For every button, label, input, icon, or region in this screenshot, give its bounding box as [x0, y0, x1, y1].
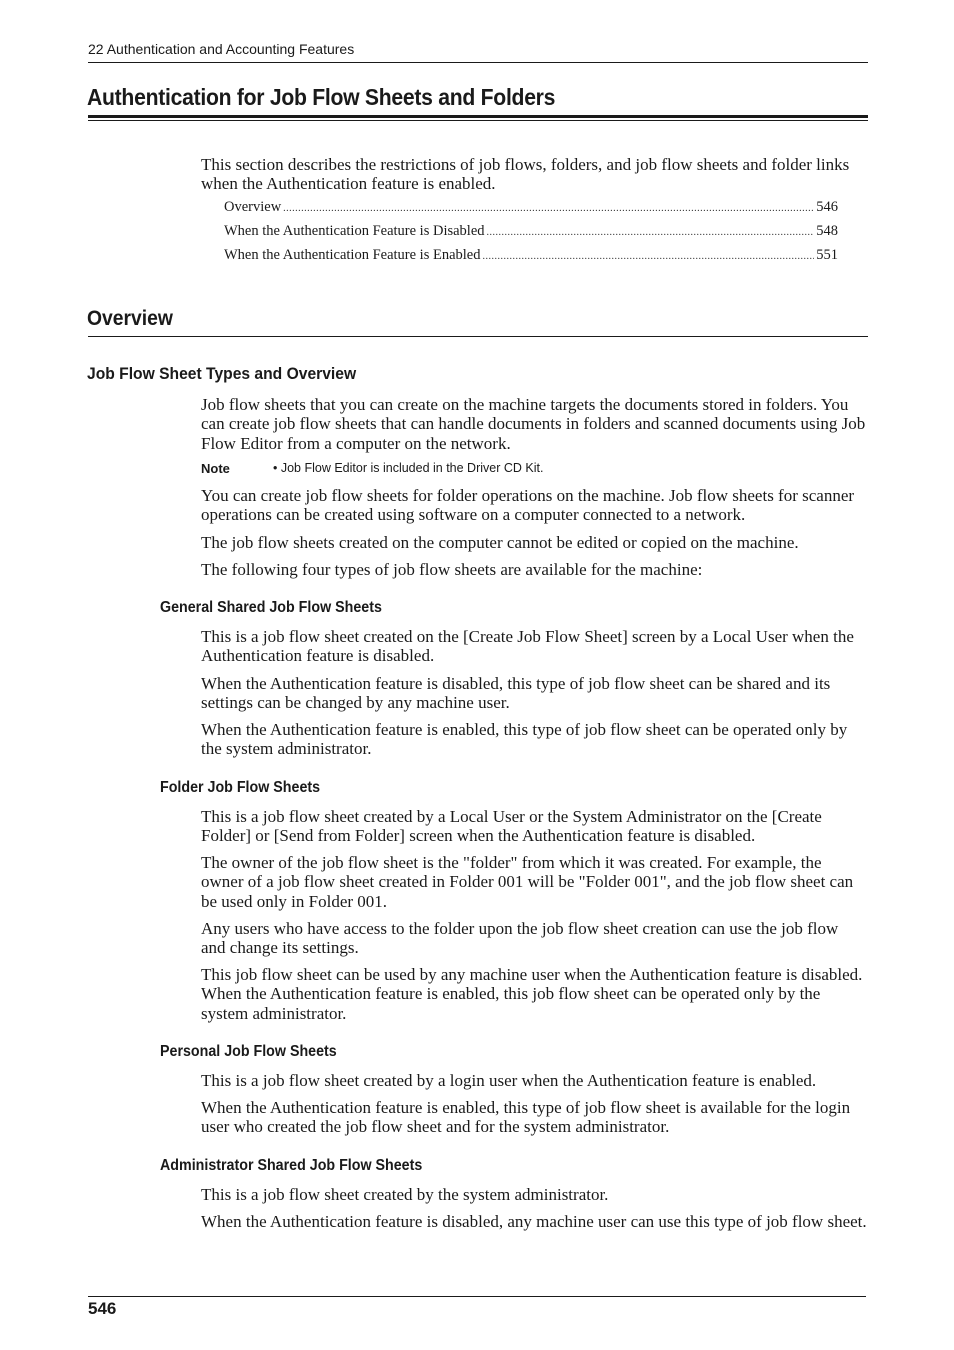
general-paragraph-3: When the Authentication feature is enabled, this type of job flow sheet can be operated only by the system administrator.: [201, 720, 848, 759]
toc-entry-overview[interactable]: [224, 198, 838, 218]
title-rule-thin: [88, 120, 868, 121]
types-paragraph-1: Job flow sheets that you can create on the machine targets the documents stored in folders. You can create job flow sheets that can handle documents in folders and scanned documents using Job Flow Editor from a computer on the network.: [201, 395, 866, 453]
personal-paragraph-1: This is a job flow sheet created by a login user when the Authentication feature is enabled.: [201, 1071, 817, 1090]
general-paragraph-2: When the Authentication feature is disabled, this type of job flow sheet can be shared and its settings can be changed by any machine user.: [201, 674, 831, 713]
running-header: 22 Authentication and Accounting Features: [88, 41, 355, 57]
general-paragraph-1: This is a job flow sheet created on the [Create Job Flow Sheet] screen by a Local User when the Authentication feature is disabled.: [201, 627, 854, 666]
intro-paragraph: This section describes the restrictions of job flows, folders, and job flow sheets and folder links when the Authentication feature is enabled.: [201, 155, 850, 194]
types-heading: Job Flow Sheet Types and Overview: [87, 364, 357, 383]
section-title: Authentication for Job Flow Sheets and Folders: [87, 84, 556, 110]
footer-rule: [88, 1296, 866, 1297]
toc-leader-dots: [283, 200, 814, 218]
folder-paragraph-2: The owner of the job flow sheet is the "folder" from which it was created. For example, the owner of a job flow sheet created in Folder 001 will be "Folder 001", and the job flow sheet can be used only in Folder 001.: [201, 853, 854, 911]
toc-label: When the Authentication Feature is Enabled: [224, 247, 481, 263]
general-shared-heading: General Shared Job Flow Sheets: [160, 599, 382, 616]
overview-rule: [88, 336, 868, 337]
toc-entry-disabled[interactable]: [224, 222, 838, 242]
folder-heading: Folder Job Flow Sheets: [160, 779, 321, 796]
title-rule-thick: [88, 115, 868, 118]
types-paragraph-4: The following four types of job flow sheets are available for the machine:: [201, 560, 703, 579]
toc-page: 551: [816, 247, 838, 263]
folder-paragraph-1: This is a job flow sheet created by a Local User or the System Administrator on the [Create Folder] or [Send from Folder] screen when the Authentication feature is disabled.: [201, 807, 822, 846]
toc-leader-dots: [483, 248, 815, 266]
types-paragraph-2: You can create job flow sheets for folder operations on the machine. Job flow sheets for scanner operations can be created using software on a computer connected to a network.: [201, 486, 855, 525]
types-paragraph-3: The job flow sheets created on the computer cannot be edited or copied on the machine.: [201, 533, 799, 552]
admin-heading: Administrator Shared Job Flow Sheets: [160, 1157, 423, 1174]
toc-label: Overview: [224, 199, 282, 215]
folder-paragraph-4: This job flow sheet can be used by any machine user when the Authentication feature is disabled. When the Authentication feature is enabled, this job flow sheet can be operated only by the system administrator.: [201, 965, 863, 1023]
overview-heading: Overview: [87, 307, 173, 330]
personal-paragraph-2: When the Authentication feature is enabled, this type of job flow sheet is available for the login user who created the job flow sheet and for the system administrator.: [201, 1098, 851, 1137]
toc-entry-enabled[interactable]: [224, 246, 838, 266]
toc-page: 546: [816, 199, 838, 215]
admin-paragraph-2: When the Authentication feature is disabled, any machine user can use this type of job flow sheet.: [201, 1212, 867, 1231]
header-rule: [88, 62, 868, 63]
folder-paragraph-3: Any users who have access to the folder upon the job flow sheet creation can use the job flow and change its settings.: [201, 919, 839, 958]
toc-page: 548: [816, 223, 838, 239]
page-number: 546: [88, 1299, 117, 1318]
toc-label: When the Authentication Feature is Disabled: [224, 223, 485, 239]
toc-leader-dots: [487, 224, 815, 242]
admin-paragraph-1: This is a job flow sheet created by the system administrator.: [201, 1185, 609, 1204]
note-text: • Job Flow Editor is included in the Driver CD Kit.: [273, 461, 544, 475]
note-label: Note: [201, 461, 230, 476]
personal-heading: Personal Job Flow Sheets: [160, 1043, 337, 1060]
